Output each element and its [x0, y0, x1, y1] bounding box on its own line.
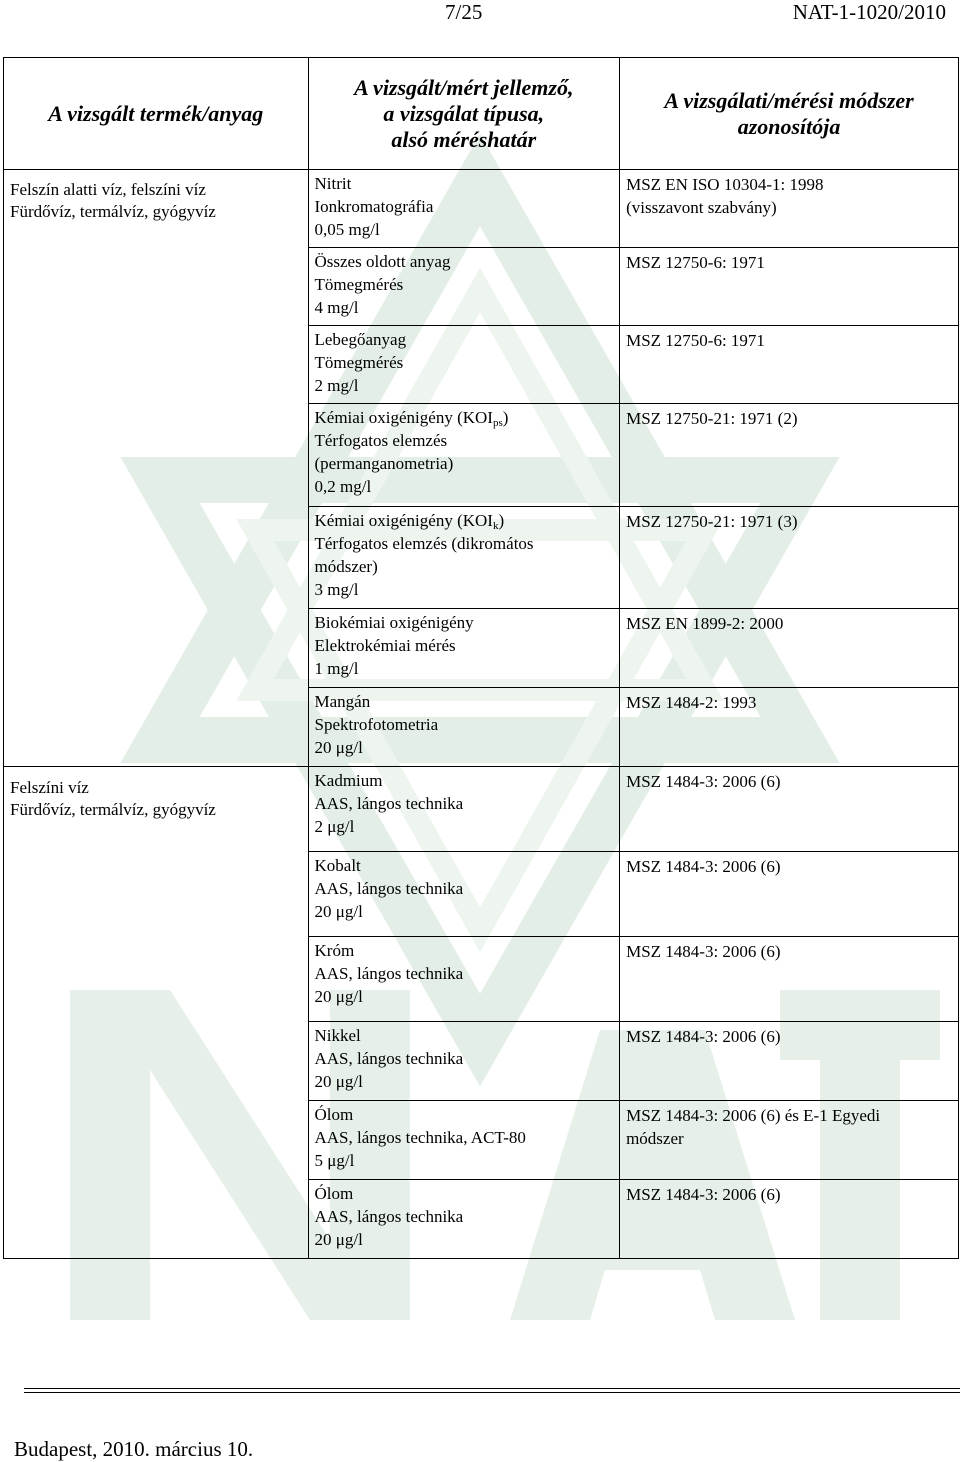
- table-header-row: [4, 58, 959, 170]
- method-cell: MSZ 1484-3: 2006 (6): [620, 767, 959, 852]
- page-number: 7/25: [445, 0, 483, 24]
- footer-rule-bottom: [24, 1392, 960, 1393]
- property-cell: Kadmium AAS, lángos technika 2 μg/l: [308, 767, 620, 852]
- property-cell: Kobalt AAS, lángos technika 20 μg/l: [308, 852, 620, 937]
- footer-place-date: Budapest, 2010. március 10.: [14, 1437, 254, 1461]
- method-cell: MSZ EN ISO 10304-1: 1998 (visszavont szabvány): [620, 170, 959, 248]
- method-cell: MSZ 1484-2: 1993: [620, 688, 959, 767]
- page-header: [0, 0, 960, 24]
- product-cell-group-2: Felszíni víz Fürdővíz, termálvíz, gyógyvíz: [4, 767, 309, 1259]
- property-cell: Ólom AAS, lángos technika, ACT-80 5 μg/l: [308, 1101, 620, 1180]
- footer-rule-top: [24, 1388, 960, 1389]
- method-cell: MSZ 1484-3: 2006 (6): [620, 937, 959, 1022]
- document-id: NAT-1-1020/2010: [792, 0, 946, 24]
- property-cell: Biokémiai oxigénigény Elektrokémiai mérés 1 mg/l: [308, 609, 620, 688]
- property-cell: Króm AAS, lángos technika 20 μg/l: [308, 937, 620, 1022]
- property-cell: Nitrit Ionkromatográfia 0,05 mg/l: [308, 170, 620, 248]
- property-cell: Ólom AAS, lángos technika 20 μg/l: [308, 1180, 620, 1259]
- method-cell: MSZ 12750-21: 1971 (3): [620, 507, 959, 609]
- header-method: A vizsgálati/mérési módszer azonosítója: [620, 58, 959, 170]
- header-property: A vizsgált/mért jellemző, a vizsgálat típusa, alsó méréshatár: [308, 58, 620, 170]
- table-row: [4, 767, 959, 852]
- product-cell-group-1: Felszín alatti víz, felszíni víz Fürdővíz, termálvíz, gyógyvíz: [4, 170, 309, 767]
- property-cell: Nikkel AAS, lángos technika 20 μg/l: [308, 1022, 620, 1101]
- method-cell: MSZ 12750-6: 1971: [620, 248, 959, 326]
- header-product: A vizsgált termék/anyag: [4, 58, 309, 170]
- property-cell: Összes oldott anyag Tömegmérés 4 mg/l: [308, 248, 620, 326]
- accreditation-table: [3, 57, 959, 1259]
- method-cell: MSZ 12750-21: 1971 (2): [620, 404, 959, 507]
- method-cell: MSZ 1484-3: 2006 (6): [620, 1180, 959, 1259]
- property-cell: Lebegőanyag Tömegmérés 2 mg/l: [308, 326, 620, 404]
- method-cell: MSZ 1484-3: 2006 (6) és E-1 Egyedi módszer: [620, 1101, 959, 1180]
- method-cell: MSZ 1484-3: 2006 (6): [620, 852, 959, 937]
- method-cell: MSZ 1484-3: 2006 (6): [620, 1022, 959, 1101]
- property-cell: Mangán Spektrofotometria 20 μg/l: [308, 688, 620, 767]
- table-row: [4, 170, 959, 248]
- property-cell: Kémiai oxigénigény $(KOI_k)$ Térfogatos elemzés (dikromátos módszer) 3 mg/l: [308, 507, 620, 609]
- property-cell: Kémiai oxigénigény $(KOI_{ps})$ Térfogatos elemzés (permanganometria) 0,2 mg/l: [308, 404, 620, 507]
- method-cell: MSZ EN 1899-2: 2000: [620, 609, 959, 688]
- method-cell: MSZ 12750-6: 1971: [620, 326, 959, 404]
